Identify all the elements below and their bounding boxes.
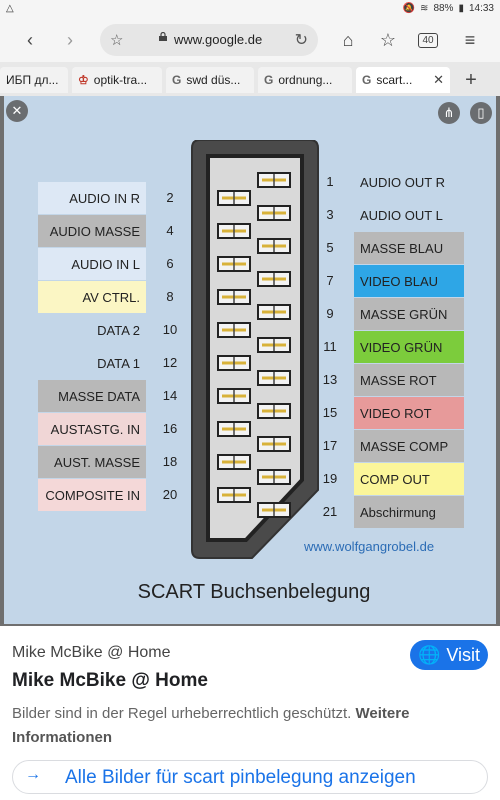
contact-pin-21 bbox=[258, 503, 290, 517]
pin-number-17: 17 bbox=[322, 438, 338, 453]
source-site-name[interactable]: Mike McBike @ Home bbox=[12, 644, 171, 661]
address-bar[interactable] bbox=[100, 24, 318, 56]
wifi-icon: ≋ bbox=[420, 3, 429, 14]
menu-icon[interactable]: ≡ bbox=[464, 29, 476, 50]
pin-number-6: 6 bbox=[166, 256, 174, 271]
contact-pin-4 bbox=[218, 224, 250, 238]
tab-ibp[interactable] bbox=[0, 67, 68, 93]
pin-number-5: 5 bbox=[326, 240, 334, 255]
pin-number-1: 1 bbox=[326, 174, 334, 189]
image-caption: SCART Buchsenbelegung bbox=[137, 581, 371, 603]
pin-number-7: 7 bbox=[326, 273, 334, 288]
globe-icon: 🌐 bbox=[417, 644, 441, 665]
status-bar bbox=[0, 0, 500, 18]
pin-number-16: 16 bbox=[162, 421, 178, 436]
contact-pin-1 bbox=[258, 173, 290, 187]
save-bookmark-icon[interactable]: ▯ bbox=[470, 102, 492, 124]
pin-label-16: AUSTASTG. IN bbox=[38, 413, 146, 445]
home-icon[interactable]: ⌂ bbox=[342, 29, 354, 50]
contact-pin-8 bbox=[218, 290, 250, 304]
pin-label-7: VIDEO BLAU bbox=[354, 265, 464, 297]
reload-icon[interactable]: ↻ bbox=[294, 32, 308, 49]
contact-pin-2 bbox=[218, 191, 250, 205]
pin-label-19: COMP OUT bbox=[354, 463, 464, 495]
pin-number-10: 10 bbox=[162, 322, 178, 337]
tab-label: scart... bbox=[376, 73, 413, 87]
pin-label-3: AUDIO OUT L bbox=[360, 207, 443, 223]
pin-label-4: AUDIO MASSE bbox=[38, 215, 146, 247]
tab-ordnung[interactable] bbox=[258, 67, 352, 93]
pin-number-3: 3 bbox=[326, 207, 334, 222]
tab-strip bbox=[0, 62, 500, 97]
close-image-icon[interactable]: ✕ bbox=[6, 100, 28, 122]
pin-label-8: AV CTRL. bbox=[38, 281, 146, 313]
pin-label-6: AUDIO IN L bbox=[38, 248, 146, 280]
pin-number-14: 14 bbox=[162, 388, 178, 403]
tab-scart[interactable] bbox=[356, 67, 450, 93]
pin-number-12: 12 bbox=[162, 355, 178, 370]
browser-toolbar bbox=[0, 18, 500, 62]
more-info-link[interactable]: Weitere Informationen bbox=[12, 705, 410, 746]
contact-pin-12 bbox=[218, 356, 250, 370]
pin-label-9: MASSE GRÜN bbox=[354, 298, 464, 330]
contact-pin-14 bbox=[218, 389, 250, 403]
lock-icon bbox=[158, 32, 168, 41]
contact-pin-9 bbox=[258, 305, 290, 319]
copyright-notice bbox=[12, 702, 490, 750]
tab-label: ИБП дл... bbox=[6, 73, 59, 87]
google-g-icon: G bbox=[172, 73, 182, 87]
pin-label-13: MASSE ROT bbox=[354, 364, 464, 396]
contact-pin-15 bbox=[258, 404, 290, 418]
pin-number-21: 21 bbox=[322, 504, 338, 519]
tab-optik[interactable] bbox=[72, 67, 162, 93]
contact-pin-20 bbox=[218, 488, 250, 502]
arrow-right-icon: → bbox=[25, 766, 41, 783]
contact-pin-10 bbox=[218, 323, 250, 337]
clock: 14:33 bbox=[468, 3, 494, 14]
contact-pin-13 bbox=[258, 371, 290, 385]
tab-label: ordnung... bbox=[278, 73, 333, 87]
pin-label-11: VIDEO GRÜN bbox=[354, 331, 464, 363]
pin-number-18: 18 bbox=[162, 454, 178, 469]
google-g-icon: G bbox=[264, 73, 274, 87]
visit-label: Visit bbox=[446, 644, 481, 665]
pin-number-11: 11 bbox=[323, 339, 337, 354]
tab-count: 40 bbox=[418, 33, 437, 48]
notice-text: Bilder sind in der Regel urheberrechtlich geschützt. bbox=[12, 705, 352, 722]
battery-icon: ▮ bbox=[458, 3, 464, 14]
share-icon[interactable]: ⋔ bbox=[438, 102, 460, 124]
back-icon[interactable]: ‹ bbox=[27, 29, 33, 50]
pin-label-5: MASSE BLAU bbox=[354, 232, 464, 264]
pin-label-12: DATA 1 bbox=[97, 355, 140, 371]
pin-number-19: 19 bbox=[322, 471, 338, 486]
pin-number-2: 2 bbox=[166, 190, 174, 205]
pin-label-10: DATA 2 bbox=[97, 322, 140, 338]
pin-number-8: 8 bbox=[166, 289, 174, 304]
contact-pin-3 bbox=[258, 206, 290, 220]
add-bookmark-icon[interactable]: ☆ bbox=[379, 29, 397, 50]
optik-logo-icon: ♔ bbox=[78, 73, 89, 87]
contact-pin-6 bbox=[218, 257, 250, 271]
url-text: www.google.de bbox=[174, 32, 263, 47]
page-title[interactable]: Mike McBike @ Home bbox=[12, 670, 208, 691]
pin-label-14: MASSE DATA bbox=[38, 380, 146, 412]
pin-number-9: 9 bbox=[326, 306, 334, 321]
forward-icon[interactable]: › bbox=[67, 29, 73, 50]
tab-switcher-button[interactable] bbox=[414, 26, 442, 54]
watermark-text: www.wolfgangrobel.de bbox=[304, 539, 435, 554]
pin-label-17: MASSE COMP bbox=[354, 430, 464, 462]
new-tab-button[interactable]: + bbox=[465, 68, 477, 91]
pin-label-21: Abschirmung bbox=[354, 496, 464, 528]
contact-pin-17 bbox=[258, 437, 290, 451]
image-viewer bbox=[0, 96, 500, 626]
tab-label: swd düs... bbox=[186, 73, 241, 87]
contact-pin-7 bbox=[258, 272, 290, 286]
scart-pinout-image bbox=[4, 96, 496, 624]
status-right bbox=[403, 3, 494, 14]
tab-swd[interactable] bbox=[166, 67, 254, 93]
contact-pin-19 bbox=[258, 470, 290, 484]
google-g-icon: G bbox=[362, 73, 372, 87]
tab-label: optik-tra... bbox=[93, 73, 148, 87]
visit-button[interactable] bbox=[410, 640, 488, 670]
pin-label-18: AUST. MASSE bbox=[38, 446, 146, 478]
close-tab-icon[interactable]: ✕ bbox=[433, 72, 444, 87]
contact-pin-18 bbox=[218, 455, 250, 469]
contact-pin-5 bbox=[258, 239, 290, 253]
all-images-button[interactable] bbox=[12, 760, 488, 794]
mute-icon: 🔕 bbox=[402, 3, 416, 14]
pin-number-15: 15 bbox=[322, 405, 338, 420]
battery-text: 88% bbox=[433, 3, 454, 14]
pin-number-4: 4 bbox=[166, 223, 174, 238]
pin-label-20: COMPOSITE IN bbox=[38, 479, 146, 511]
contact-pin-11 bbox=[258, 338, 290, 352]
pin-label-2: AUDIO IN R bbox=[38, 182, 146, 214]
scart-connector-shape bbox=[190, 140, 320, 560]
image-info-panel bbox=[0, 626, 500, 800]
pin-number-20: 20 bbox=[162, 487, 178, 502]
all-images-label: Alle Bilder für scart pinbelegung anzeigen bbox=[65, 767, 416, 788]
contact-pin-16 bbox=[218, 422, 250, 436]
warning-triangle-icon: △ bbox=[6, 3, 14, 14]
pin-label-15: VIDEO ROT bbox=[354, 397, 464, 429]
pin-label-1: AUDIO OUT R bbox=[360, 174, 445, 190]
bookmark-star-icon[interactable]: ☆ bbox=[110, 32, 124, 49]
pin-number-13: 13 bbox=[322, 372, 338, 387]
